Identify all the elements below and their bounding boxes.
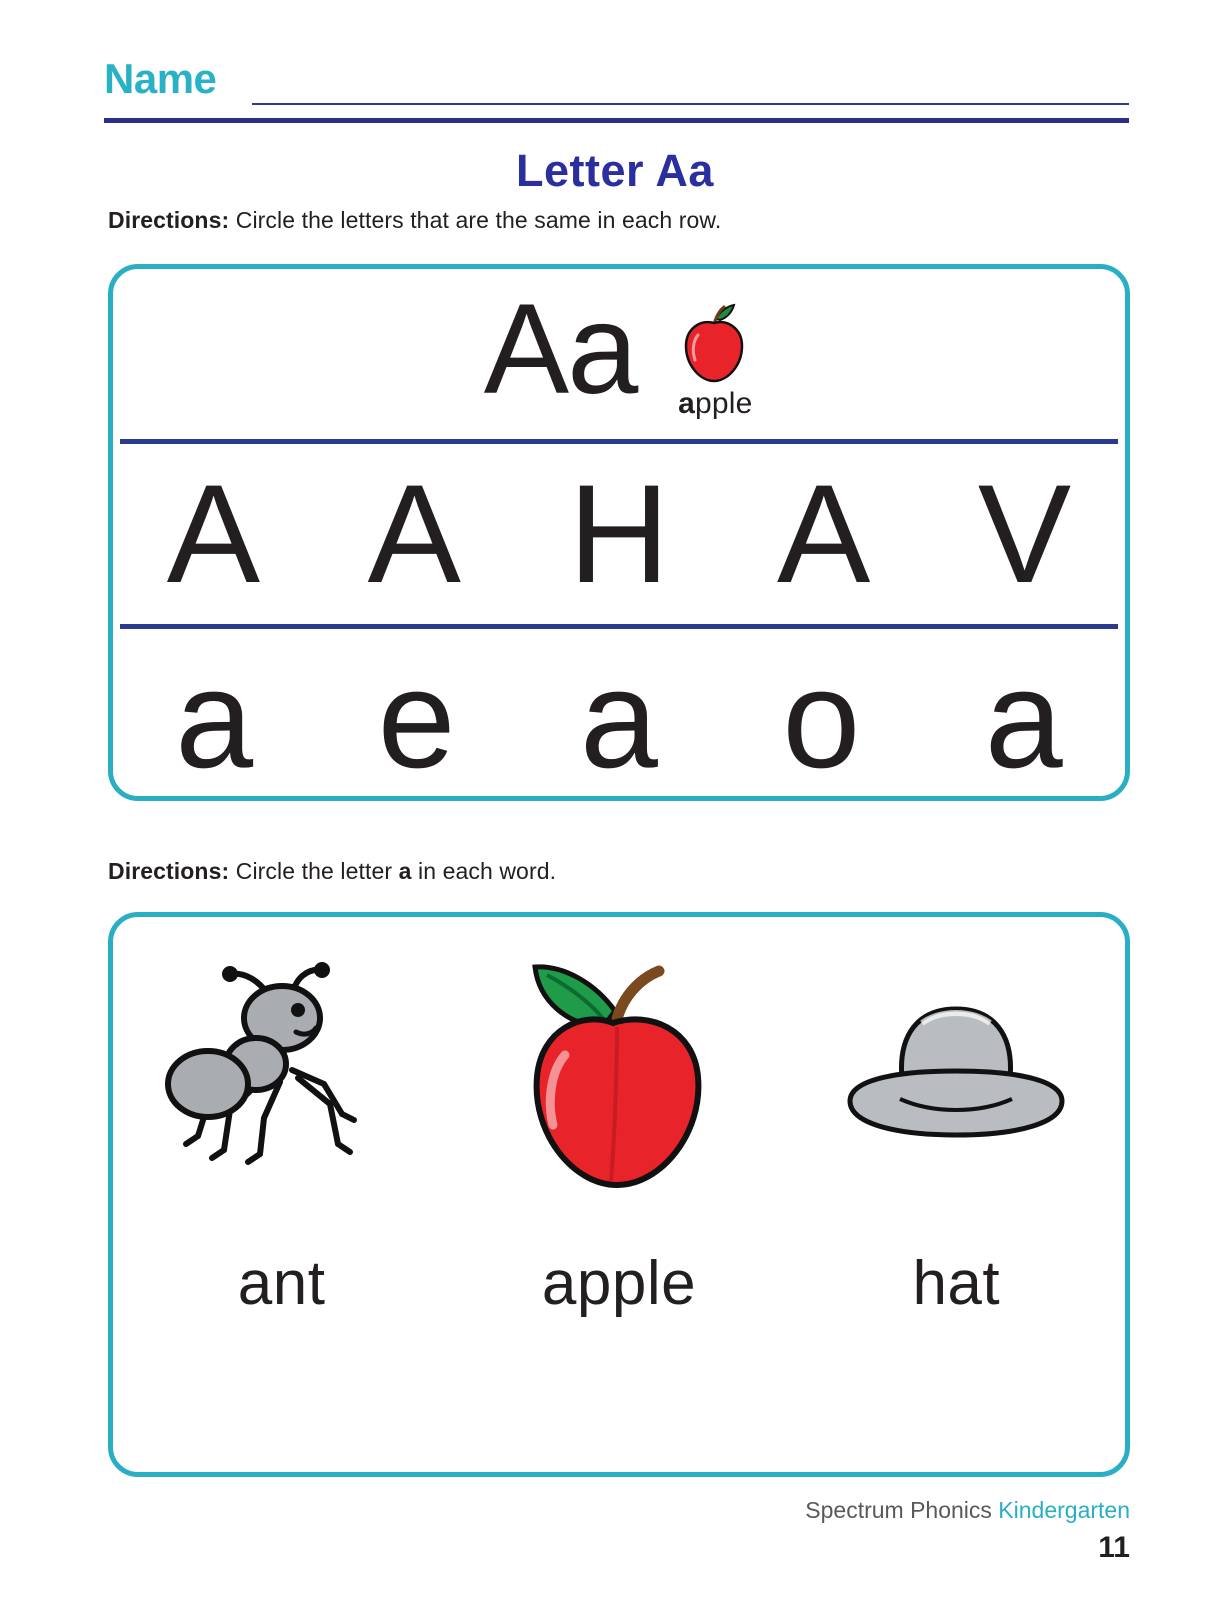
directions-two-suffix: in each word. xyxy=(411,858,557,884)
uppercase-letters xyxy=(113,455,1125,612)
directions-two xyxy=(108,858,556,885)
apple-illustration xyxy=(499,945,739,1210)
page-number: 11 xyxy=(1098,1531,1130,1564)
letter-lower-2[interactable]: e xyxy=(377,640,456,797)
picture-cell-apple xyxy=(469,945,769,1319)
letter-cue-aa: Aa xyxy=(483,278,637,421)
picture-cell-hat xyxy=(806,945,1106,1319)
apple-cue-word xyxy=(678,387,752,421)
header-divider xyxy=(104,118,1129,123)
picture-cell-ant xyxy=(132,945,432,1319)
picture-word-hat[interactable]: hat xyxy=(912,1249,1001,1318)
letter-upper-5[interactable]: V xyxy=(977,455,1072,612)
ant-illustration xyxy=(152,945,412,1210)
footer-series: Spectrum Phonics xyxy=(805,1497,999,1523)
letter-upper-2[interactable]: A xyxy=(367,455,461,612)
picture-word-ant[interactable]: ant xyxy=(237,1249,326,1318)
apple-cue-word-rest: pple xyxy=(694,387,753,420)
letter-lower-1[interactable]: a xyxy=(175,640,254,797)
apple-cue xyxy=(676,303,754,421)
letter-upper-3[interactable]: H xyxy=(568,455,670,612)
directions-one xyxy=(108,207,721,234)
letter-upper-4[interactable]: A xyxy=(776,455,871,612)
footer-level: Kindergarten xyxy=(998,1497,1130,1523)
hat-illustration xyxy=(826,945,1086,1210)
picture-row xyxy=(113,917,1125,1472)
directions-label-2: Directions: xyxy=(108,858,230,884)
letter-lower-4[interactable]: o xyxy=(782,640,861,797)
picture-word-apple[interactable]: apple xyxy=(541,1249,697,1318)
letter-cue-row xyxy=(113,269,1125,439)
lowercase-letter-row xyxy=(113,629,1125,801)
letter-upper-1[interactable]: A xyxy=(166,455,261,612)
page-title: Letter Aa xyxy=(516,145,714,196)
footer-attribution xyxy=(805,1497,1130,1524)
directions-label: Directions: xyxy=(108,207,230,233)
uppercase-letter-row xyxy=(113,444,1125,624)
letter-lower-5[interactable]: a xyxy=(984,640,1063,797)
picture-word-panel xyxy=(108,912,1130,1477)
directions-one-text: Circle the letters that are the same in each row. xyxy=(235,207,722,233)
directions-two-prefix: Circle the letter xyxy=(235,858,399,884)
apple-cue-word-bold: a xyxy=(678,387,695,420)
lowercase-letters xyxy=(113,640,1125,797)
letter-practice-panel xyxy=(108,264,1130,801)
name-write-line[interactable] xyxy=(252,103,1129,105)
letter-lower-3[interactable]: a xyxy=(580,640,658,797)
name-field-row xyxy=(104,55,1129,115)
directions-two-bold: a xyxy=(398,858,412,884)
apple-icon xyxy=(676,303,754,385)
name-label: Name xyxy=(104,55,217,102)
